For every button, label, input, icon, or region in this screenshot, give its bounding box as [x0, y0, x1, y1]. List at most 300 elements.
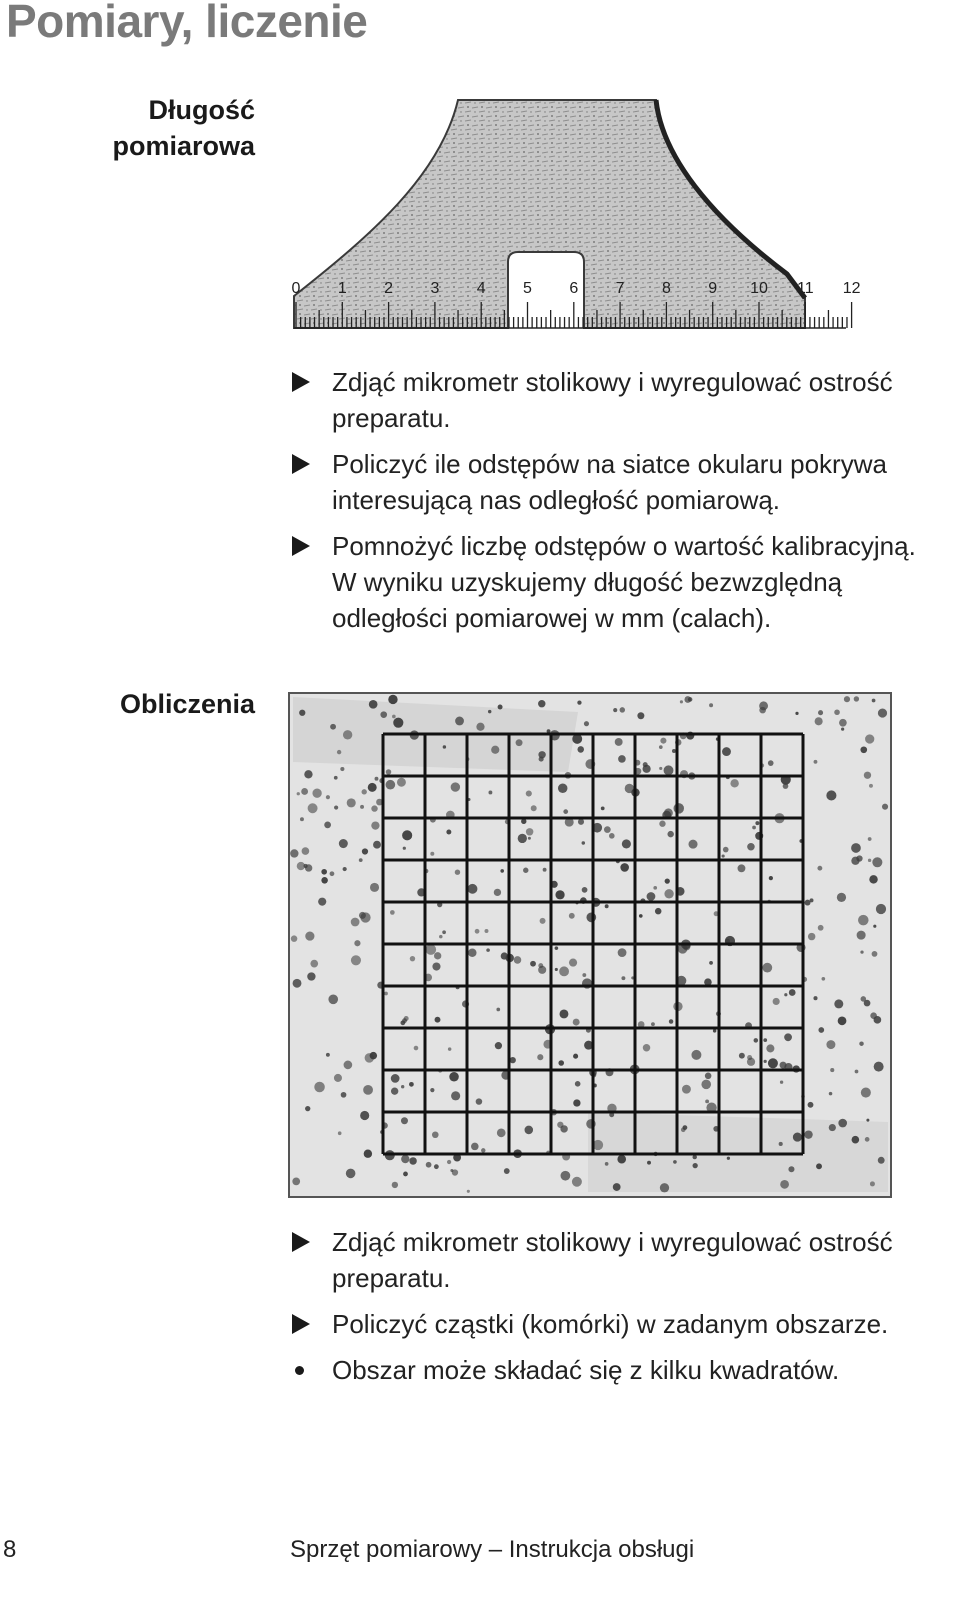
step-text: Obszar może składać się z kilku kwadratów. [332, 1355, 840, 1385]
colony-dot [321, 877, 328, 884]
colony-dot [426, 1162, 432, 1168]
colony-dot [434, 952, 441, 959]
colony-dot [873, 925, 876, 928]
colony-dot [488, 791, 492, 795]
colony-dot [844, 696, 850, 702]
colony-dot [558, 1060, 564, 1066]
colony-dot [882, 804, 888, 810]
colony-dot [481, 1148, 485, 1152]
colony-dot [830, 1068, 834, 1072]
colony-dot [866, 1119, 869, 1122]
colony-dot [808, 1102, 814, 1108]
colony-dot [500, 869, 504, 873]
colony-dot [763, 1038, 767, 1042]
step-item [290, 528, 940, 636]
colony-dot [605, 904, 609, 908]
colony-dot [526, 790, 532, 796]
colony-dot [401, 1155, 409, 1163]
colony-dot [643, 762, 648, 767]
colony-dot [555, 890, 564, 899]
colony-dot [660, 1183, 669, 1192]
colony-dot [738, 864, 746, 872]
colony-dot [815, 717, 823, 725]
section-label-counting: Obliczenia [119, 689, 255, 719]
colony-dot [817, 866, 822, 871]
colony-dot [491, 746, 499, 754]
colony-dot [764, 1060, 767, 1063]
colony-dot [371, 821, 379, 829]
colony-dot [302, 847, 310, 855]
colony-dot [688, 840, 697, 849]
colony-dot [390, 910, 395, 915]
colony-dot [665, 878, 670, 883]
colony-dot [455, 869, 460, 874]
colony-dot [290, 849, 298, 857]
colony-dot [343, 730, 352, 739]
scale-number: 6 [569, 280, 579, 297]
step-item [290, 1306, 940, 1342]
colony-dot [660, 738, 666, 744]
colony-dot [838, 1016, 847, 1025]
colony-dot [386, 769, 391, 774]
colony-dot [468, 884, 478, 894]
colony-dot [837, 893, 846, 902]
colony-dot [857, 931, 866, 940]
bullet-dot-icon [290, 1352, 320, 1388]
colony-dot [804, 1130, 812, 1138]
triangle-arrow-icon [290, 1306, 320, 1342]
colony-dot [471, 1143, 479, 1151]
step-text: Pomnożyć liczbę odstępów o wartość kalibracyjną. W wyniku uzyskujemy długość bezwzględną odległości pomiarowej w mm (calach). [332, 531, 916, 633]
colony-dot [439, 935, 443, 939]
colony-dot [494, 889, 501, 896]
colony-dot [324, 821, 331, 828]
colony-dot [755, 821, 759, 825]
colony-dot [618, 755, 626, 763]
colony-dot [397, 778, 406, 787]
colony-dot [362, 848, 368, 854]
colony-dot [684, 696, 691, 703]
colony-dot [299, 710, 305, 716]
colony-dot [826, 1040, 835, 1049]
colony-dot [451, 782, 460, 791]
step-item [290, 1224, 940, 1296]
colony-dot [403, 847, 406, 850]
colony-dot [713, 1029, 716, 1032]
colony-dot [449, 1072, 459, 1082]
colony-dot [305, 1106, 310, 1111]
colony-dot [818, 1027, 824, 1033]
colony-dot [531, 805, 537, 811]
colony-dot [391, 1088, 398, 1095]
scale-number: 10 [750, 280, 768, 297]
colony-dot [558, 784, 567, 793]
counting-steps-list [290, 1224, 940, 1398]
colony-dot [851, 857, 859, 865]
colony-dot [443, 745, 446, 748]
colony-dot [321, 869, 327, 875]
colony-dot [308, 803, 318, 813]
colony-dot [722, 854, 725, 857]
colony-dot [401, 1085, 404, 1088]
colony-dot [609, 833, 615, 839]
colony-dot [838, 1119, 847, 1128]
colony-dot [789, 989, 796, 996]
colony-dot [876, 904, 886, 914]
scale-number: 12 [842, 280, 861, 297]
colony-dot [747, 1055, 752, 1060]
colony-dot [310, 960, 318, 968]
colony-dot [337, 750, 341, 754]
colony-dot [727, 1157, 730, 1160]
colony-dot [530, 961, 536, 967]
step-text: Policzyć ile odstępów na siatce okularu pokrywa interesującą nas odległość pomiarową. [332, 449, 887, 515]
colony-dot [351, 955, 361, 965]
colony-dot [559, 966, 569, 976]
colony-dot [363, 1085, 373, 1095]
colony-dot [330, 724, 336, 730]
step-text: Zdjąć mikrometr stolikowy i wyregulować ostrość preparatu. [332, 1227, 893, 1293]
colony-dot [620, 863, 629, 872]
colony-dot [409, 1082, 414, 1087]
footer-text: Sprzęt pomiarowy – Instrukcja obsługi [290, 1536, 695, 1563]
colony-dot [773, 998, 780, 1005]
colony-dot [572, 1177, 582, 1187]
colony-dot [860, 746, 867, 753]
colony-dot [330, 871, 335, 876]
colony-dot [307, 972, 315, 980]
colony-dot [768, 760, 774, 766]
colony-dot [334, 805, 338, 809]
colony-dot [334, 1074, 342, 1082]
colony-dot [386, 780, 396, 790]
scale-number: 8 [661, 280, 671, 297]
colony-dot [667, 831, 673, 837]
colony-dot [872, 951, 878, 957]
step-item [290, 1352, 940, 1388]
colony-dot [430, 1088, 434, 1092]
colony-dot [769, 876, 773, 880]
colony-dot [864, 1000, 871, 1007]
colony-dot [582, 841, 585, 844]
colony-dot [452, 1169, 458, 1175]
colony-dot [318, 898, 326, 906]
colony-dot [334, 776, 338, 780]
colony-dot [816, 1163, 822, 1169]
colony-dot [495, 1042, 502, 1049]
colony-dot [293, 979, 302, 988]
scale-number: 3 [430, 280, 440, 297]
colony-dot [351, 918, 360, 927]
colony-dot [705, 1072, 712, 1079]
colony-dot [578, 819, 584, 825]
colony-dot [569, 913, 575, 919]
colony-dot [362, 789, 367, 794]
colony-dot [795, 712, 798, 715]
colony-dot [810, 898, 814, 902]
colony-dot [834, 709, 840, 715]
colony-dot [870, 1012, 877, 1019]
colony-dot [304, 864, 308, 868]
scale-number: 1 [337, 280, 347, 297]
colony-dot [865, 1137, 870, 1142]
colony-dot [360, 1111, 369, 1120]
colony-dot [538, 963, 543, 968]
colony-dot [370, 883, 379, 892]
colony-dot [868, 859, 871, 862]
colony-dot [829, 1124, 836, 1131]
colony-dot [447, 1160, 451, 1164]
colony-dot [448, 1047, 451, 1050]
colony-dot [752, 826, 756, 830]
colony-dot [723, 847, 729, 853]
colony-dot [854, 696, 859, 701]
colony-dot [617, 1155, 626, 1164]
colony-dot [434, 1164, 439, 1169]
colony-dot [344, 1061, 353, 1070]
colony-dot [604, 826, 611, 833]
colony-dot [435, 1017, 441, 1023]
colony-dot [354, 940, 360, 946]
step-text: Zdjąć mikrometr stolikowy i wyregulować ostrość preparatu. [332, 367, 893, 433]
colony-dot [681, 1127, 686, 1132]
colony-dot [476, 723, 484, 731]
colony-dot [639, 914, 643, 918]
colony-dot [496, 1008, 500, 1012]
colony-dot [392, 1182, 398, 1188]
colony-dot [326, 795, 330, 799]
colony-dot [375, 777, 379, 781]
colony-dot [651, 1022, 655, 1026]
colony-dot [364, 1150, 372, 1158]
colony-dot [467, 1190, 470, 1193]
colony-dot [747, 843, 755, 851]
colony-dot [538, 700, 545, 707]
colony-dot [709, 703, 713, 707]
colony-dot [451, 1091, 460, 1100]
scale-number: 0 [291, 280, 301, 297]
colony-dot [476, 1098, 482, 1104]
colony-dot [368, 783, 377, 792]
colony-dot [582, 973, 586, 977]
colony-dot [403, 1172, 408, 1177]
colony-dot [659, 767, 662, 770]
colony-dot [468, 948, 476, 956]
colony-dot [613, 708, 617, 712]
colony-dot [870, 1181, 875, 1186]
colony-dot [297, 792, 300, 795]
colony-dot [680, 700, 683, 703]
colony-dot [674, 803, 684, 813]
colony-dot [300, 817, 304, 821]
colony-dot [780, 1081, 783, 1084]
colony-dot [872, 699, 876, 703]
colony-dot [455, 717, 464, 726]
colony-dot [304, 770, 312, 778]
scale-number: 5 [523, 280, 532, 297]
colony-dot [788, 1166, 794, 1172]
colony-dot [865, 734, 874, 743]
scale-number: 9 [708, 280, 718, 297]
colony-dot [446, 830, 451, 835]
colony-dot [359, 912, 366, 919]
colony-dot [818, 925, 824, 931]
colony-dot [605, 1162, 609, 1166]
colony-dot [301, 788, 308, 795]
triangle-arrow-icon [290, 364, 320, 400]
micrometer-image [290, 96, 861, 336]
colony-dot [814, 760, 818, 764]
colony-dot [373, 841, 381, 849]
colony-dot [759, 701, 768, 710]
section-label-line: Długość [148, 95, 255, 125]
colony-dot [347, 798, 356, 807]
colony-dot [291, 935, 297, 941]
colony-dot [339, 839, 348, 848]
colony-dot [402, 830, 412, 840]
colony-dot [539, 757, 544, 762]
colony-dot [659, 821, 665, 827]
colony-dot [869, 784, 873, 788]
colony-dot [691, 1050, 701, 1060]
colony-dot [314, 1082, 325, 1093]
colony-dot [669, 1019, 673, 1023]
colony-dot [426, 944, 437, 955]
colony-dot [371, 805, 377, 811]
colony-dot [573, 1099, 580, 1106]
step-item [290, 364, 940, 436]
colony-dot [878, 1157, 885, 1164]
colony-dot [874, 1062, 884, 1072]
colony-dot [852, 1136, 860, 1144]
colony-dot [682, 1085, 691, 1094]
colony-dot [432, 962, 440, 970]
colony-dot [328, 994, 338, 1004]
colony-dot [615, 738, 623, 746]
colony-dot [432, 1131, 439, 1138]
colony-dot [586, 912, 596, 922]
colony-dot [569, 959, 577, 967]
colony-dot [653, 886, 657, 890]
section-label-line: pomiarowa [112, 131, 255, 161]
colony-dot [826, 790, 836, 800]
page-number: 8 [3, 1536, 17, 1563]
colony-dot [620, 707, 625, 712]
colony-dot [391, 1074, 400, 1083]
colony-dot [384, 992, 388, 996]
colony-dot [601, 807, 605, 811]
colony-dot [341, 1092, 347, 1098]
colony-dot [475, 929, 480, 934]
colony-dot [555, 946, 559, 950]
colony-dot [526, 828, 533, 835]
colony-dot [486, 948, 490, 952]
counting-grid-image [288, 692, 892, 1198]
colony-dot [485, 929, 489, 933]
colony-dot [722, 747, 731, 756]
colony-dot [338, 1131, 342, 1135]
colony-dot [409, 1157, 416, 1164]
section-label-measuring-length [55, 92, 255, 164]
colony-dot [543, 868, 547, 872]
colony-dot [768, 1058, 778, 1068]
colony-dot [557, 1122, 563, 1128]
colony-dot [577, 700, 581, 704]
colony-dot [575, 1081, 581, 1087]
colony-dot [855, 1070, 859, 1074]
colony-dot [655, 908, 661, 914]
colony-dot [555, 968, 558, 971]
colony-dot [664, 889, 673, 898]
colony-dot [516, 739, 523, 746]
colony-dot [346, 1169, 356, 1179]
colony-dot [312, 789, 321, 798]
step-text: Policzyć cząstki (komórki) w zadanym obszarze. [332, 1309, 889, 1339]
micrometer-body [291, 100, 805, 328]
colony-dot [305, 931, 314, 940]
colony-dot [510, 1057, 516, 1063]
page-title: Pomiary, liczenie [6, 0, 368, 47]
colony-dot [872, 857, 882, 867]
colony-dot [705, 1099, 709, 1103]
colony-dot [561, 1171, 571, 1181]
colony-dot [340, 767, 344, 771]
colony-dot [488, 710, 491, 713]
colony-dot [730, 779, 738, 787]
colony-dot [766, 1044, 774, 1052]
colony-dot [762, 963, 772, 973]
colony-dot [430, 852, 434, 856]
colony-dot [360, 805, 364, 809]
colony-dot [784, 1033, 792, 1041]
colony-dot [618, 948, 627, 957]
colony-dot [839, 719, 847, 727]
colony-dot [822, 977, 826, 981]
triangle-arrow-icon [290, 528, 320, 564]
scale-number: 7 [615, 280, 625, 297]
colony-dot [673, 1160, 677, 1164]
colony-dot [537, 1054, 543, 1060]
colony-dot [292, 1177, 300, 1185]
colony-dot [573, 1054, 578, 1059]
step-item [290, 446, 940, 518]
colony-dot [780, 1180, 789, 1189]
colony-dot [613, 1183, 621, 1191]
colony-dot [540, 918, 546, 924]
colony-dot [326, 1053, 330, 1057]
colony-dot [380, 711, 387, 718]
colony-dot [813, 996, 817, 1000]
colony-dot [414, 1046, 419, 1051]
colony-dot [869, 875, 877, 883]
colony-dot [754, 1038, 759, 1043]
colony-dot [528, 837, 531, 840]
colony-dot [392, 715, 396, 719]
colony-dot [402, 1018, 407, 1023]
colony-dot [664, 765, 674, 775]
colony-dot [637, 712, 644, 719]
colony-dot [860, 951, 863, 954]
colony-dot [643, 1044, 650, 1051]
colony-dot [388, 695, 397, 704]
colony-dot [858, 915, 869, 926]
colony-dot [779, 1142, 783, 1146]
colony-dot [793, 1133, 802, 1142]
colony-dot [621, 976, 625, 980]
colony-dot [647, 1161, 651, 1165]
colony-dot [497, 1129, 506, 1138]
colony-dot [582, 887, 588, 893]
